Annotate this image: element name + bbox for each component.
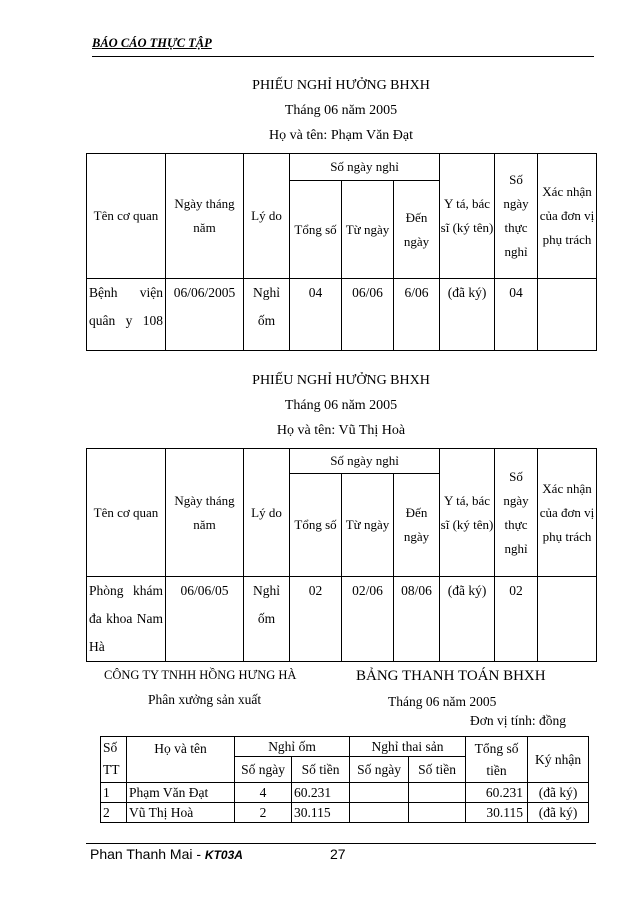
- cell-doctor: (đã ký): [440, 577, 495, 662]
- footer-divider: [86, 843, 596, 844]
- col-maternity-amount: Số tiền: [409, 757, 466, 783]
- col-confirm: Xác nhận của đơn vị phụ trách: [538, 449, 597, 577]
- payment-period: Tháng 06 năm 2005: [388, 694, 497, 709]
- currency-unit: Đơn vị tính: đồng: [470, 713, 567, 728]
- col-days-group: Số ngày nghỉ: [290, 449, 440, 474]
- col-total: Tổng số: [290, 474, 342, 577]
- cell-maternity-days: [350, 803, 409, 823]
- cell-total: 04: [290, 279, 342, 351]
- cell-sick-amount: 60.231: [292, 783, 350, 803]
- table-row: [87, 577, 597, 662]
- cell-maternity-days: [350, 783, 409, 803]
- cell-total: 02: [290, 577, 342, 662]
- col-name: Họ và tên: [127, 737, 235, 783]
- col-maternity: Nghỉ thai sản: [350, 737, 466, 757]
- cell-stt: 1: [101, 783, 127, 803]
- slip-1-table: [86, 153, 597, 351]
- col-actual-days: Số ngày thực nghỉ: [495, 154, 538, 279]
- col-to: Đến ngày: [394, 474, 440, 577]
- slip-2-title: PHIẾU NGHỈ HƯỞNG BHXH: [252, 373, 430, 388]
- cell-sick-days: 2: [235, 803, 292, 823]
- cell-reason: Nghỉ ốm: [244, 577, 290, 662]
- author-name: Phan Thanh Mai -: [90, 846, 205, 862]
- col-days-group: Số ngày nghỉ: [290, 154, 440, 181]
- slip-1-title: PHIẾU NGHỈ HƯỞNG BHXH: [252, 78, 430, 93]
- slip-2-table: [86, 448, 597, 662]
- cell-maternity-amount: [409, 783, 466, 803]
- slip-1-employee-name: Họ và tên: Phạm Văn Đạt: [269, 128, 413, 143]
- col-reason: Lý do: [244, 154, 290, 279]
- slip-2-employee-name: Họ và tên: Vũ Thị Hoà: [276, 423, 406, 438]
- col-sick-amount: Số tiền: [292, 757, 350, 783]
- table-row: [101, 803, 589, 823]
- cell-signature: (đã ký): [528, 803, 589, 823]
- col-total-amount: Tổng số tiền: [466, 737, 528, 783]
- col-actual-days: Số ngày thực nghỉ: [495, 449, 538, 577]
- cell-date: 06/06/2005: [166, 279, 244, 351]
- cell-maternity-amount: [409, 803, 466, 823]
- header-divider: [92, 56, 594, 57]
- cell-to: 08/06: [394, 577, 440, 662]
- cell-stt: 2: [101, 803, 127, 823]
- cell-confirm: [538, 577, 597, 662]
- cell-actual: 04: [495, 279, 538, 351]
- company-name: CÔNG TY TNHH HỒNG HƯNG HÀ: [104, 668, 297, 682]
- col-stt: Số TT: [101, 737, 127, 783]
- class-code: KT03A: [204, 848, 243, 862]
- cell-sick-days: 4: [235, 783, 292, 803]
- workshop-name: Phân xưởng sản xuất: [148, 692, 262, 707]
- col-total: Tổng số: [290, 181, 342, 279]
- col-to: Đến ngày: [394, 181, 440, 279]
- cell-name: Phạm Văn Đạt: [127, 783, 235, 803]
- col-signature: Ký nhận: [528, 737, 589, 783]
- col-date: Ngày tháng năm: [166, 449, 244, 577]
- cell-from: 06/06: [342, 279, 394, 351]
- table-row: [87, 279, 597, 351]
- cell-sick-amount: 30.115: [292, 803, 350, 823]
- cell-from: 02/06: [342, 577, 394, 662]
- payment-table: [100, 736, 589, 823]
- cell-reason: Nghỉ ốm: [244, 279, 290, 351]
- report-header: BÁO CÁO THỰC TẬP: [92, 36, 212, 50]
- col-confirm: Xác nhận của đơn vị phụ trách: [538, 154, 597, 279]
- cell-confirm: [538, 279, 597, 351]
- slip-1-period: Tháng 06 năm 2005: [284, 103, 398, 118]
- footer-author: [90, 846, 243, 862]
- cell-org: Bệnh viện quân y 108: [87, 279, 166, 351]
- cell-doctor: (đã ký): [440, 279, 495, 351]
- col-sick-leave: Nghỉ ốm: [235, 737, 350, 757]
- table-row: [101, 783, 589, 803]
- col-from: Từ ngày: [342, 181, 394, 279]
- col-from: Từ ngày: [342, 474, 394, 577]
- col-org: Tên cơ quan: [87, 449, 166, 577]
- cell-org: Phòng khám đa khoa Nam Hà: [87, 577, 166, 662]
- col-org: Tên cơ quan: [87, 154, 166, 279]
- col-reason: Lý do: [244, 449, 290, 577]
- cell-signature: (đã ký): [528, 783, 589, 803]
- cell-total: 30.115: [466, 803, 528, 823]
- cell-actual: 02: [495, 577, 538, 662]
- col-doctor: Y tá, bác sĩ (ký tên): [440, 154, 495, 279]
- cell-to: 6/06: [394, 279, 440, 351]
- page-number: 27: [330, 846, 346, 862]
- cell-date: 06/06/05: [166, 577, 244, 662]
- cell-name: Vũ Thị Hoà: [127, 803, 235, 823]
- slip-2-period: Tháng 06 năm 2005: [284, 398, 398, 413]
- cell-total: 60.231: [466, 783, 528, 803]
- col-date: Ngày tháng năm: [166, 154, 244, 279]
- payment-title: BẢNG THANH TOÁN BHXH: [356, 668, 546, 684]
- col-doctor: Y tá, bác sĩ (ký tên): [440, 449, 495, 577]
- col-maternity-days: Số ngày: [350, 757, 409, 783]
- col-sick-days: Số ngày: [235, 757, 292, 783]
